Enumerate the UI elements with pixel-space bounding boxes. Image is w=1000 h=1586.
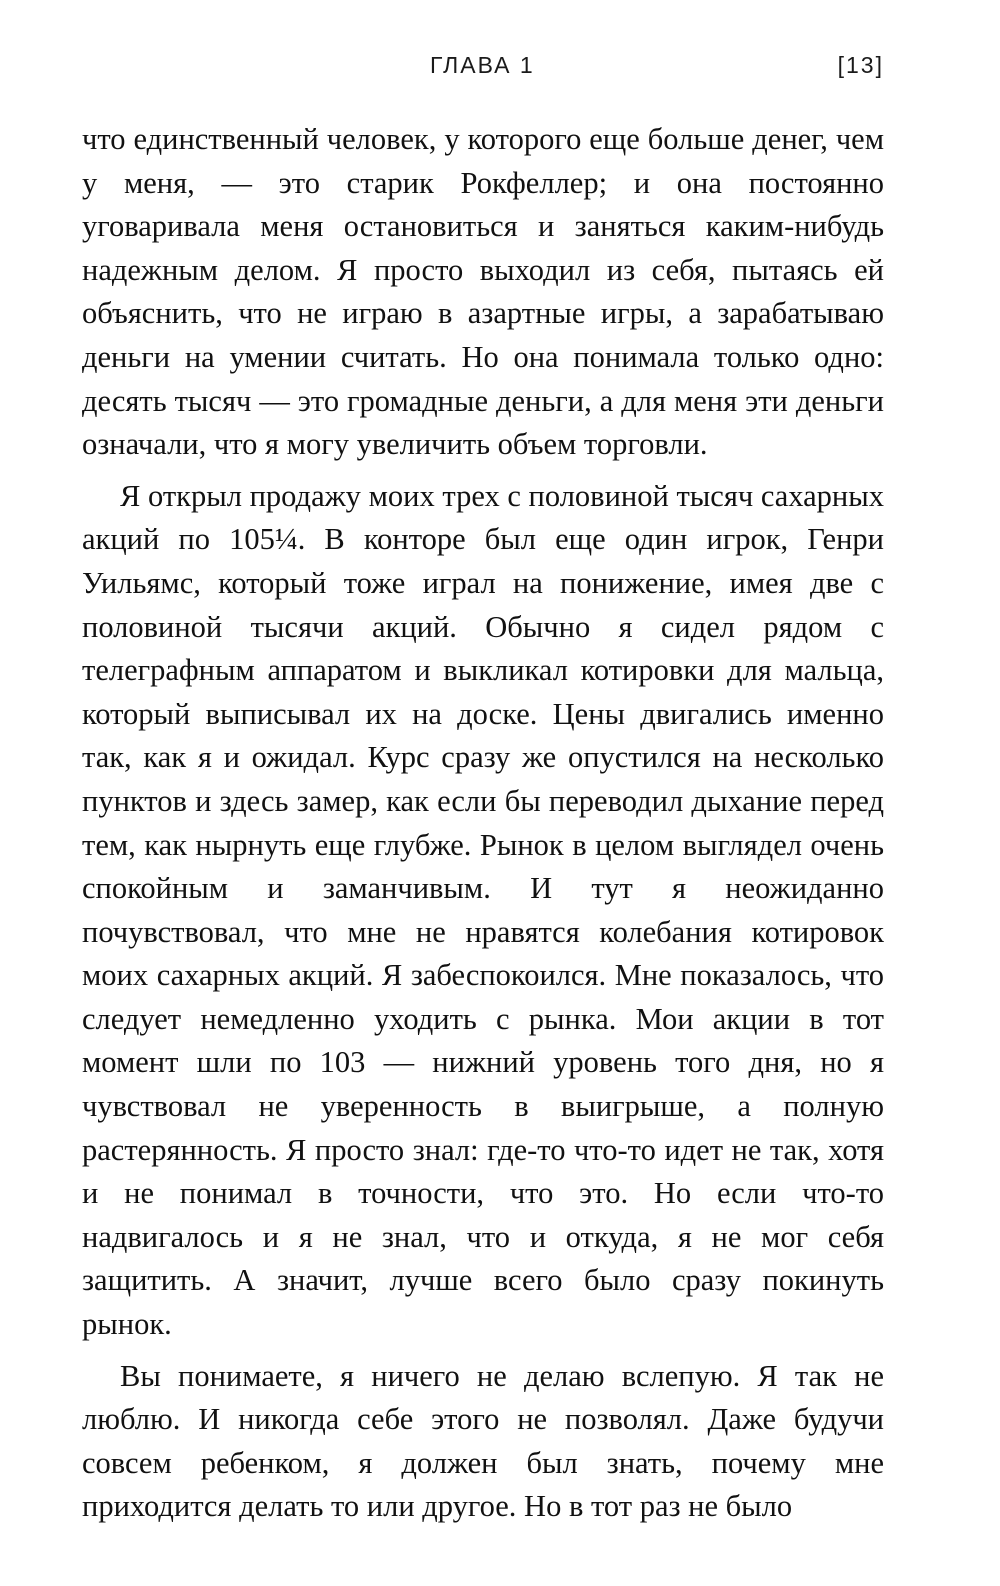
paragraph: Я открыл продажу моих трех с половиной тысяч сахарных акций по 105¼. В конторе был еще один игрок, Генри Уильямс, который тоже играл на понижение, имея две с половиной тысячи акций. Обычно я сидел рядом с телеграфным аппаратом и выкликал котировки для мальца, который выписывал их на доске. Цены двигались именно так, как я и ожидал. Курс сразу же опустился на несколько пунктов и здесь замер, как если бы переводил дыхание перед тем, как нырнуть еще глубже. Рынок в целом выглядел очень спокойным и заманчивым. И тут я неожиданно почувствовал, что мне не нравятся колебания котировок моих сахарных акций. Я забеспокоился. Мне показалось, что следует немедленно уходить с рынка. Мои акции в тот момент шли по 103 — нижний уровень того дня, но я чувствовал не уверенность в выигрыше, а полную растерянность. Я просто знал: где-то что-то идет не так, хотя и не понимал в точности, что это. Но если что-то надвигалось и я не знал, что и откуда, я не мог себя защитить. А значит, лучше всего было сразу покинуть рынок.	[82, 478, 884, 1342]
paragraph: Вы понимаете, я ничего не делаю вслепую. Я так не люблю. И никогда себе этого не позволял. Даже будучи совсем ребенком, я должен был знать, почему мне приходится делать то или другое. Но в тот раз не было	[82, 1358, 884, 1524]
chapter-label: ГЛАВА 1	[430, 52, 535, 78]
running-head	[82, 52, 884, 82]
page-number: [13]	[837, 52, 884, 78]
paragraph-continuation: что единственный человек, у которого еще больше денег, чем у меня, — это старик Рокфеллер; и она постоянно уговаривала меня остановиться и заняться каким-нибудь надежным делом. Я просто выходил из себя, пытаясь ей объяснить, что не играю в азартные игры, а зарабатываю деньги на умении считать. Но она понимала только одно: десять тысяч — это громадные деньги, а для меня эти деньги означали, что я могу увеличить объем торговли.	[82, 122, 884, 462]
body-text	[82, 118, 884, 1537]
